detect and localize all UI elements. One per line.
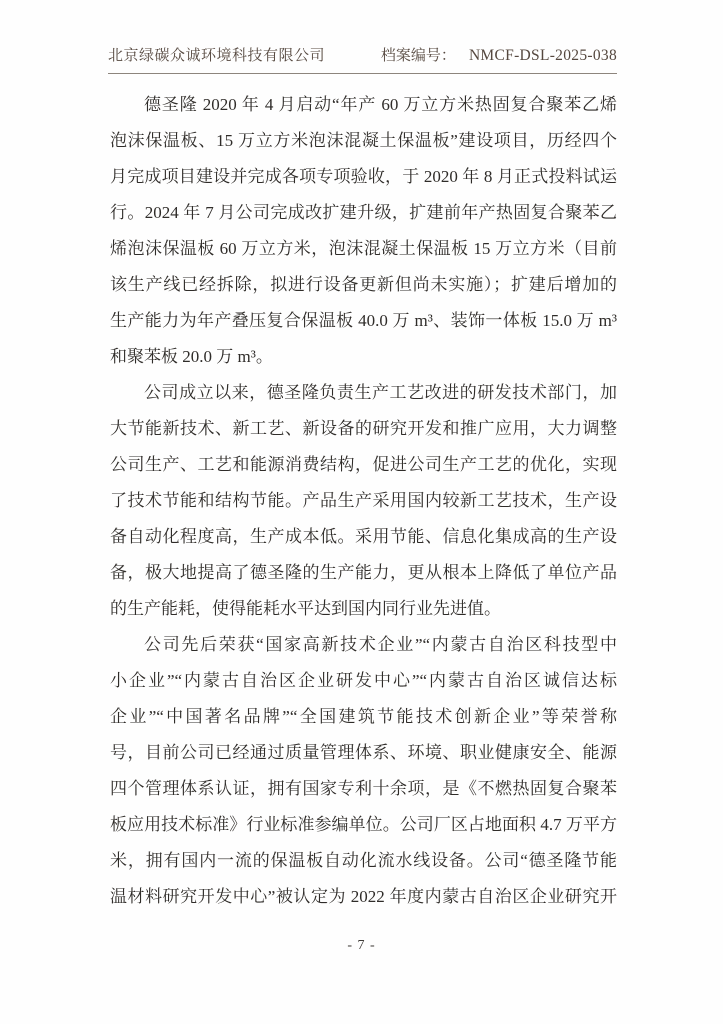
text-line: 月完成项目建设并完成各项专项验收，于 2020 年 8 月正式投料试运	[110, 167, 617, 186]
header-archive	[381, 46, 617, 66]
page-number: - 7 -	[347, 938, 376, 953]
text-line: 米，拥有国内一流的保温板自动化流水线设备。公司“德圣隆节能	[110, 851, 617, 870]
text-line: 公司成立以来，德圣隆负责生产工艺改进的研发技术部门，加	[144, 383, 617, 402]
text-line: 德圣隆 2020 年 4 月启动“年产 60 万立方米热固复合聚苯乙烯	[144, 95, 617, 114]
text-line: 了技术节能和结构节能。产品生产采用国内较新工艺技术，生产设	[110, 491, 617, 510]
archive-number-label: 档案编号：	[380, 48, 456, 64]
text-line: 备，极大地提高了德圣隆的生产能力，更从根本上降低了单位产品	[110, 563, 617, 582]
text-line: 公司生产、工艺和能源消费结构，促进公司生产工艺的优化，实现	[110, 455, 617, 474]
text-line: 四个管理体系认证，拥有国家专利十余项，是《不燃热固复合聚苯	[110, 779, 617, 798]
text-line: 企业”“中国著名品牌”“全国建筑节能技术创新企业”等荣誉称	[110, 707, 617, 726]
page-header	[108, 46, 617, 74]
text-line: 和聚苯板 20.0 万 m³。	[110, 347, 273, 366]
document-body	[110, 87, 617, 915]
text-line: 温材料研究开发中心”被认定为 2022 年度内蒙古自治区企业研究开	[110, 887, 617, 906]
page-footer	[0, 938, 723, 954]
header-company-name: 北京绿碳众诚环境科技有限公司	[108, 48, 326, 64]
text-line: 板应用技术标准》行业标准参编单位。公司厂区占地面积 4.7 万平方	[110, 815, 617, 834]
text-line: 小企业”“内蒙古自治区企业研发中心”“内蒙古自治区诚信达标	[110, 671, 617, 690]
text-line: 备自动化程度高，生产成本低。采用节能、信息化集成高的生产设	[110, 527, 617, 546]
text-line: 公司先后荣获“国家高新技术企业”“内蒙古自治区科技型中	[144, 635, 617, 654]
text-line: 的生产能耗，使得能耗水平达到国内同行业先进值。	[110, 599, 501, 618]
text-line: 大节能新技术、新工艺、新设备的研究开发和推广应用，大力调整	[110, 419, 617, 438]
text-line: 行。2024 年 7 月公司完成改扩建升级，扩建前年产热固复合聚苯乙	[110, 203, 617, 222]
text-line: 烯泡沫保温板 60 万立方米，泡沫混凝土保温板 15 万立方米（目前	[110, 239, 617, 258]
text-line: 生产能力为年产叠压复合保温板 40.0 万 m³、装饰一体板 15.0 万 m³	[110, 311, 617, 330]
text-line: 泡沫保温板、15 万立方米泡沫混凝土保温板”建设项目，历经四个	[110, 131, 617, 150]
archive-number-value: NMCF-DSL-2025-038	[468, 47, 617, 64]
text-line: 号，目前公司已经通过质量管理体系、环境、职业健康安全、能源	[110, 743, 617, 762]
text-line: 该生产线已经拆除，拟进行设备更新但尚未实施）；扩建后增加的	[110, 275, 617, 294]
